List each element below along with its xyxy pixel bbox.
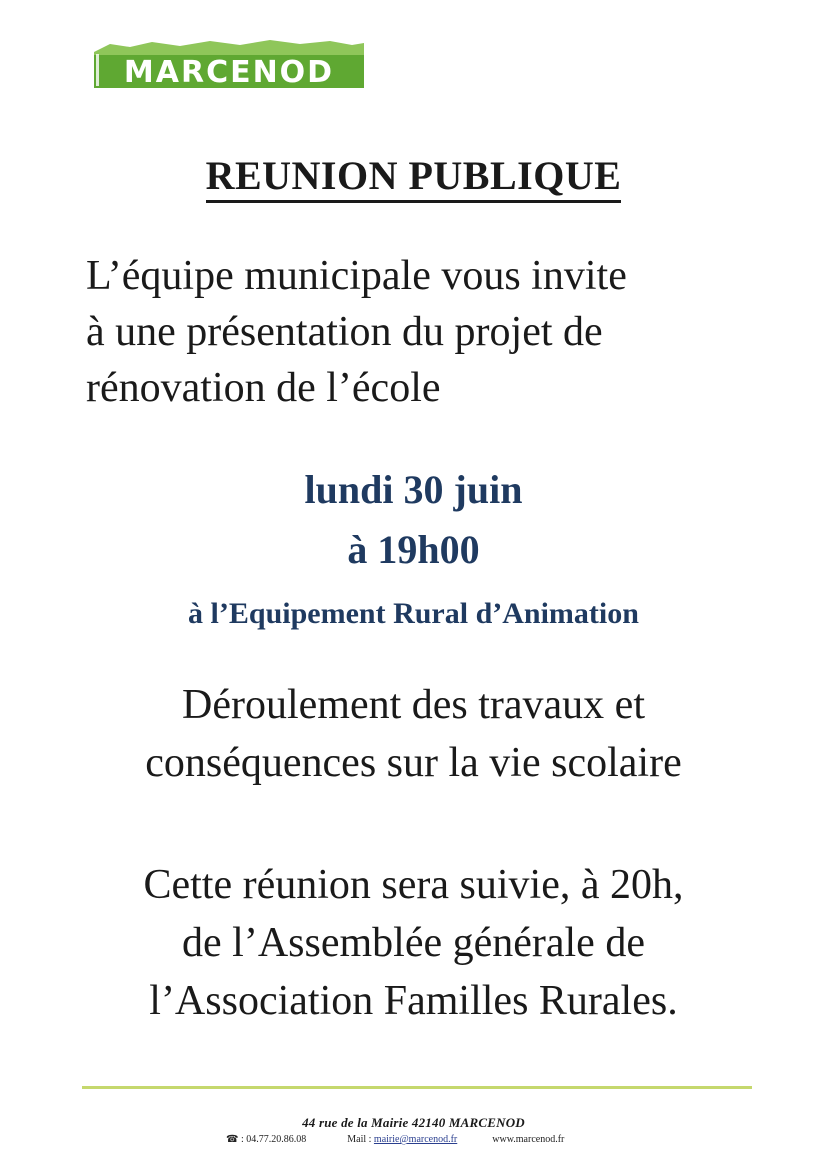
footer-website-link[interactable]: www.marcenod.fr [492, 1134, 565, 1145]
intro-line: à une présentation du projet de [86, 309, 603, 355]
intro-line: rénovation de l’école [86, 365, 441, 411]
followup-line: de l’Assemblée générale de [182, 920, 645, 966]
marcenod-logo [90, 38, 368, 90]
footer-phone: : 04.77.20.86.08 [240, 1134, 307, 1145]
footer-address: 44 rue de la Mairie 42140 MARCENOD [302, 1115, 525, 1130]
footer-divider [82, 1086, 752, 1089]
footer-mail-label: Mail : [347, 1134, 372, 1145]
agenda-line: Déroulement des travaux et [182, 682, 645, 728]
event-time: à 19h00 [347, 527, 480, 572]
footer-mail-link[interactable]: mairie@marcenod.fr [373, 1134, 458, 1145]
event-venue: à l’Equipement Rural d’Animation [188, 597, 639, 630]
event-date: lundi 30 juin [304, 467, 523, 512]
followup-line: Cette réunion sera suivie, à 20h, [143, 862, 684, 908]
svg-text:MARCENOD: MARCENOD [123, 55, 335, 90]
intro-paragraph [86, 248, 786, 416]
agenda-paragraph [0, 676, 827, 792]
followup-paragraph [0, 856, 827, 1030]
agenda-line: conséquences sur la vie scolaire [145, 740, 682, 786]
event-datetime [0, 460, 827, 580]
title-text: REUNION PUBLIQUE [206, 154, 622, 203]
page-title [0, 152, 827, 203]
phone-icon: ☎ [226, 1134, 239, 1145]
followup-line: l’Association Familles Rurales. [149, 978, 678, 1024]
footer-contacts [226, 1134, 564, 1145]
intro-line: L’équipe municipale vous invite [86, 253, 627, 299]
